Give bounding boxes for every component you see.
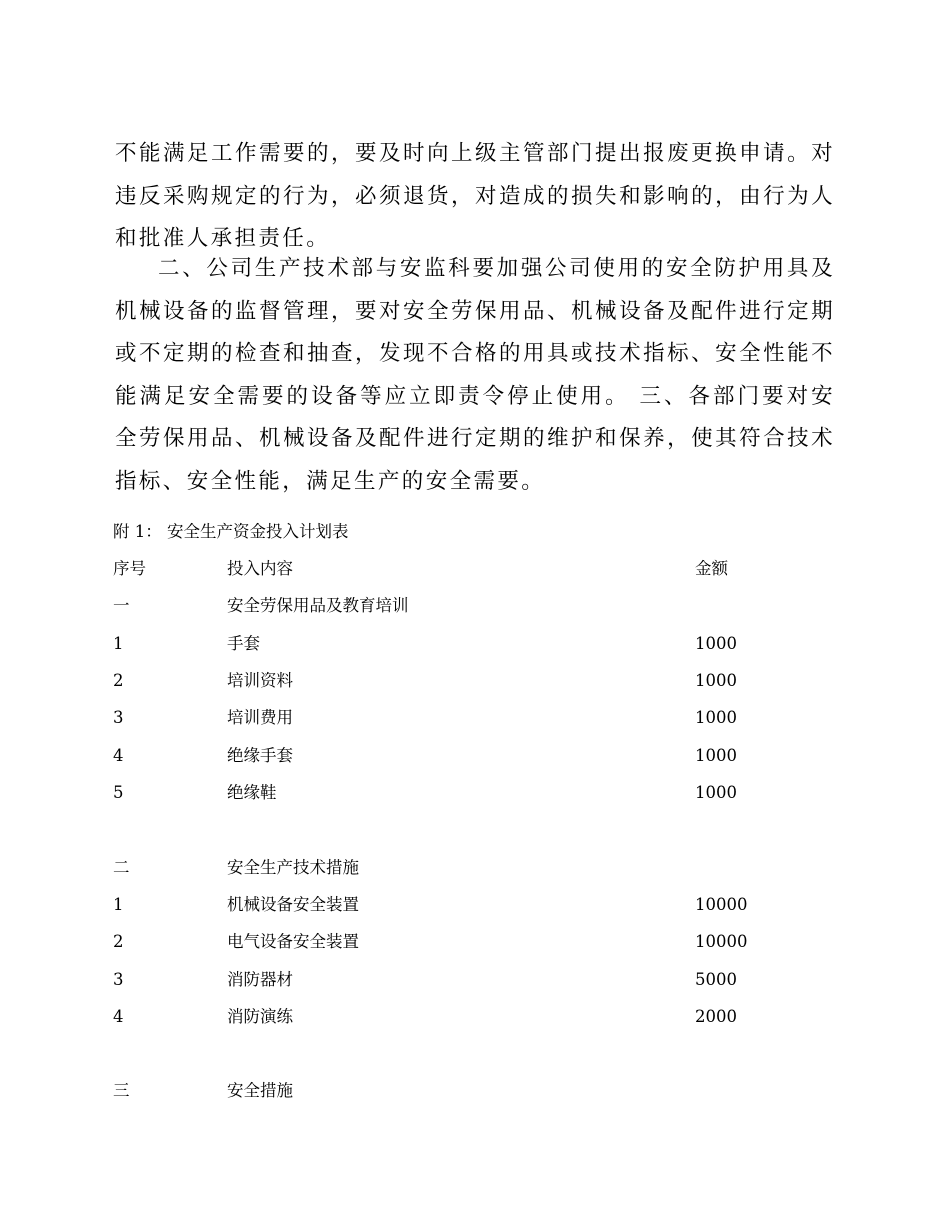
header-content: 投入内容	[227, 559, 293, 578]
row-amount: 2000	[695, 1007, 737, 1026]
row-amount: 1000	[695, 708, 737, 727]
table-row	[113, 669, 833, 693]
row-content: 安全生产技术措施	[227, 858, 359, 877]
row-content: 培训资料	[227, 671, 293, 690]
row-index: 4	[113, 1007, 124, 1026]
row-amount: 5000	[695, 970, 737, 989]
table-row	[113, 856, 833, 880]
row-amount: 10000	[695, 932, 748, 951]
table-row	[113, 930, 833, 954]
row-amount: 10000	[695, 895, 748, 914]
row-content: 培训费用	[227, 708, 293, 727]
row-index: 1	[113, 895, 124, 914]
table-row	[113, 1079, 833, 1103]
row-index: 三	[113, 1081, 130, 1100]
row-index: 3	[113, 708, 124, 727]
row-amount: 1000	[695, 634, 737, 653]
body-paragraph-2: 二、公司生产技术部与安监科要加强公司使用的安全防护用具及机械设备的监督管理，要对安全劳保用品、机械设备及配件进行定期或不定期的检查和抽查，发现不合格的用具或技术指标、安全性能不能满足安全需要的设备等应立即责令停止使用。 三、各部门要对安全劳保用品、机械设备及配件进行定期的维护和保养，使其符合技术指标、安全性能，满足生产的安全需要。	[115, 256, 835, 494]
row-amount: 1000	[695, 746, 737, 765]
table-row	[113, 781, 833, 805]
table-header-row	[113, 557, 833, 581]
table-row	[113, 744, 833, 768]
row-index: 二	[113, 858, 130, 877]
row-amount: 1000	[695, 783, 737, 802]
body-paragraph-1: 不能满足工作需要的，要及时向上级主管部门提出报废更换申请。对违反采购规定的行为，必须退货，对造成的损失和影响的，由行为人和批准人承担责任。	[115, 141, 835, 251]
row-content: 消防演练	[227, 1007, 293, 1026]
row-content: 安全措施	[227, 1081, 293, 1100]
table-row	[113, 893, 833, 917]
row-index: 2	[113, 932, 124, 951]
row-index: 一	[113, 596, 130, 615]
table-row	[113, 1005, 833, 1029]
row-content: 绝缘鞋	[227, 783, 277, 802]
table-row	[113, 632, 833, 656]
row-index: 2	[113, 671, 124, 690]
row-content: 电气设备安全装置	[227, 932, 359, 951]
row-index: 4	[113, 746, 124, 765]
row-content: 绝缘手套	[227, 746, 293, 765]
table-row	[113, 706, 833, 730]
row-index: 1	[113, 634, 124, 653]
row-content: 手套	[227, 634, 260, 653]
table-row	[113, 594, 833, 618]
table-row	[113, 968, 833, 992]
table-caption: 附 1： 安全生产资金投入计划表	[113, 522, 349, 541]
row-index: 5	[113, 783, 124, 802]
row-amount: 1000	[695, 671, 737, 690]
row-content: 消防器材	[227, 970, 293, 989]
header-index: 序号	[113, 559, 146, 578]
row-index: 3	[113, 970, 124, 989]
row-content: 安全劳保用品及教育培训	[227, 596, 409, 615]
header-amount: 金额	[695, 559, 728, 578]
row-content: 机械设备安全装置	[227, 895, 359, 914]
